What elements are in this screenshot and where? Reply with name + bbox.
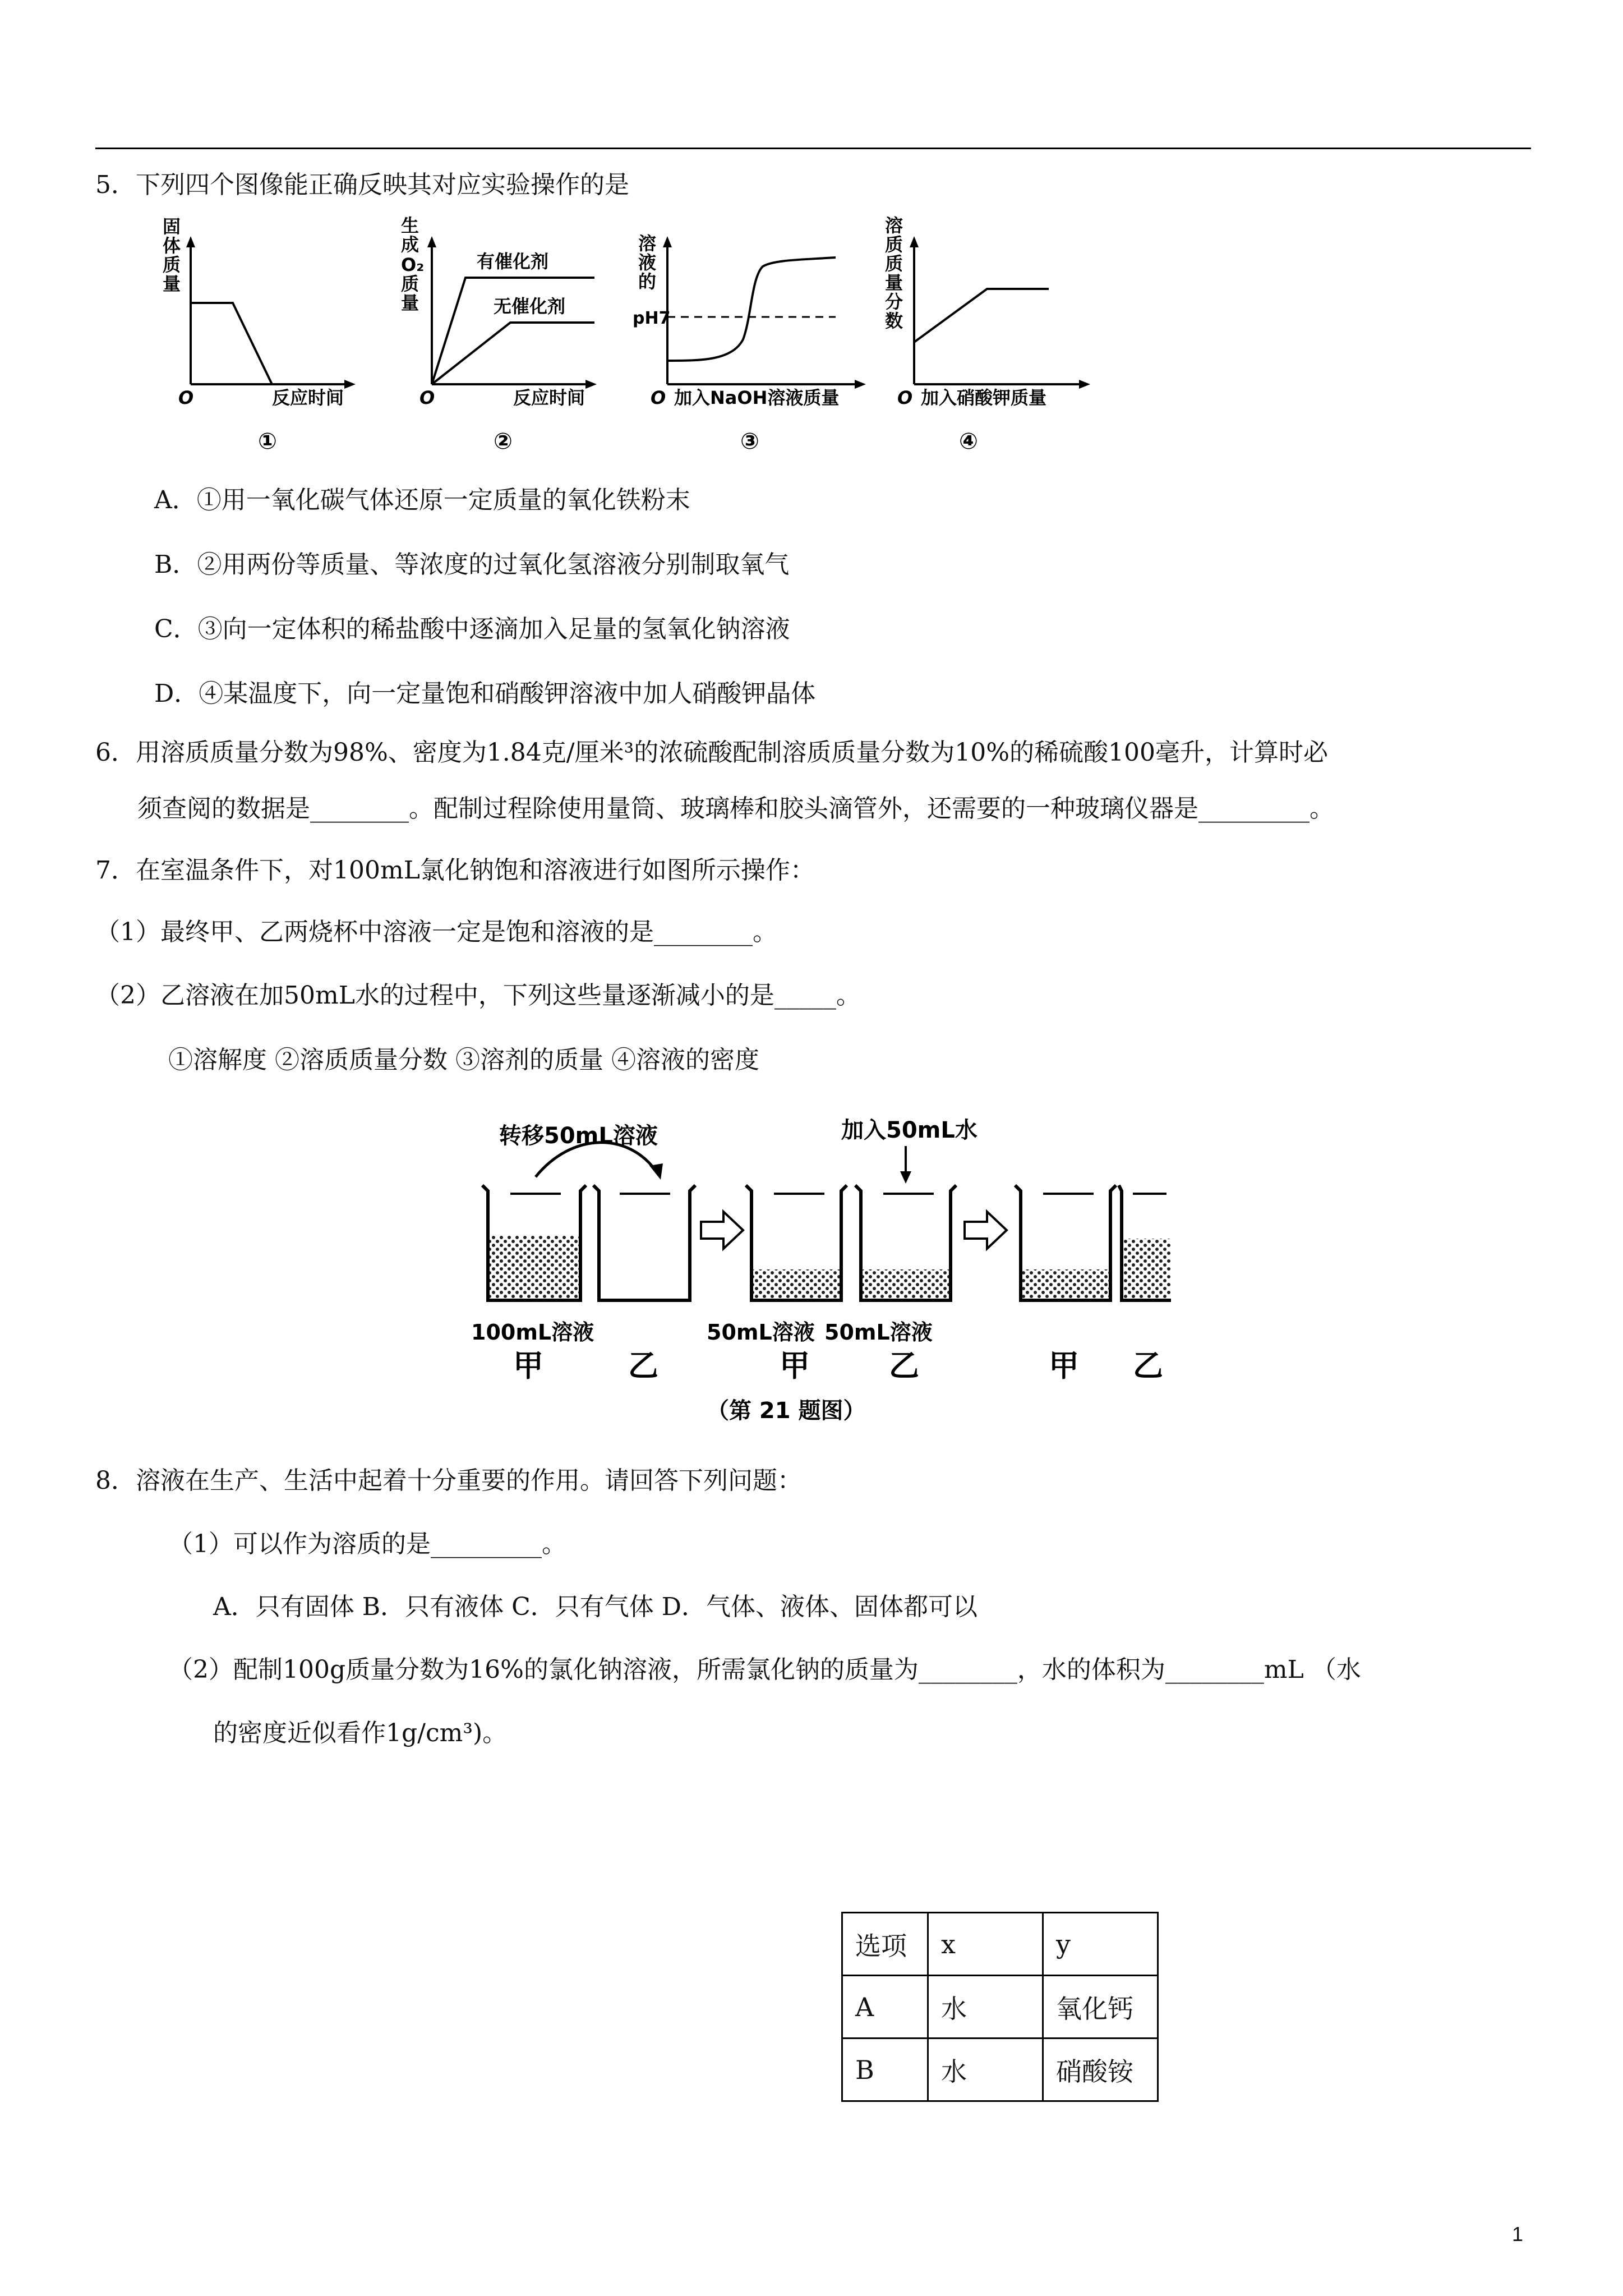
graph-2: [401, 216, 597, 454]
graph-2-ylabel-2: 成: [401, 234, 419, 255]
graph-3-ylabel-3: 的: [638, 271, 657, 292]
table-header-cell: x: [928, 1913, 1043, 1976]
graph-4-xlabel: 加入硝酸钾质量: [921, 387, 1047, 408]
table-cell: 氧化钙: [1043, 1976, 1158, 2039]
q6-line-1: 6．用溶质质量分数为98%、密度为1.84克/厘米³的浓硫酸配制溶质质量分数为10%的稀硫酸100毫升，计算时必: [95, 738, 1328, 767]
stage-1-jia-label: 甲: [513, 1348, 543, 1383]
label-50ml-yi: 50mL溶液: [824, 1320, 933, 1345]
stage-1-yi-beaker: [593, 1185, 695, 1300]
graph-2-label-no-catalyst: 无催化剂: [494, 296, 566, 317]
page-number: 1: [1512, 2223, 1524, 2246]
label-50ml-jia: 50mL溶液: [707, 1320, 815, 1345]
graph-2-xlabel: 反应时间: [513, 387, 585, 408]
q8-sub-2-line-1: （2）配制100g质量分数为16%的氯化钠溶液，所需氯化钠的质量为________，水的体积为________mL （水: [168, 1655, 1361, 1684]
graph-4-number: ④: [959, 429, 978, 454]
table-cell: 水: [928, 1976, 1043, 2039]
graph-4: [885, 216, 1090, 454]
table-cell: A: [842, 1976, 928, 2039]
q8-stem: 8．溶液在生产、生活中起着十分重要的作用。请回答下列问题：: [95, 1466, 802, 1495]
table-header-cell: y: [1043, 1913, 1158, 1976]
graph-3-xlabel: 加入NaOH溶液质量: [674, 387, 840, 408]
graph-1: [163, 216, 356, 454]
table-row: [842, 2039, 1158, 2101]
q7-choices: ①溶解度 ②溶质质量分数 ③溶剂的质量 ④溶液的密度: [168, 1046, 759, 1074]
graph-2-origin: O: [419, 387, 435, 408]
graph-4-ylabel-3: 质: [885, 253, 903, 274]
graph-1-ylabel-1: 固: [163, 216, 181, 237]
graph-3-ph7: pH7: [633, 309, 671, 328]
figure-caption: （第 21 题图）: [707, 1398, 866, 1424]
q6-line-2: 须查阅的数据是________。配制过程除使用量筒、玻璃棒和胶头滴管外，还需要的一种玻璃仪器是_________。: [137, 794, 1334, 823]
graph-1-ylabel-4: 量: [163, 273, 181, 295]
stage-arrow-1: [701, 1212, 743, 1249]
graph-3-origin: O: [651, 387, 666, 408]
q5-option-d: D．④某温度下，向一定量饱和硝酸钾溶液中加人硝酸钾晶体: [154, 679, 816, 708]
label-100ml: 100mL溶液: [471, 1320, 594, 1345]
stage-3-yi-label: 乙: [1133, 1348, 1163, 1383]
graph-4-ylabel-4: 量: [885, 272, 903, 293]
q7-stem: 7．在室温条件下，对100mL氯化钠饱和溶液进行如图所示操作：: [95, 856, 815, 885]
q5-stem: 5．下列四个图像能正确反映其对应实验操作的是: [95, 171, 629, 199]
stage-2-yi-label: 乙: [889, 1348, 919, 1383]
q5-graphs: [157, 216, 1110, 463]
graph-2-number: ②: [494, 429, 513, 454]
transfer-label: 转移50mL溶液: [499, 1123, 658, 1149]
graph-1-origin: O: [178, 387, 194, 408]
table-header-row: [842, 1913, 1158, 1976]
graph-3: [633, 233, 866, 454]
graph-3-ylabel-2: 液: [638, 252, 657, 273]
q8-sub-2-line-2: 的密度近似看作1g/cm³)。: [213, 1719, 508, 1747]
q5-option-c: C．③向一定体积的稀盐酸中逐滴加入足量的氢氧化钠溶液: [154, 615, 790, 643]
stage-1-yi-label: 乙: [628, 1348, 658, 1383]
q7-sub-1: （1）最终甲、乙两烧杯中溶液一定是饱和溶液的是________。: [95, 918, 777, 946]
graph-2-ylabel-4: 质: [401, 273, 419, 295]
q8-sub-1: （1）可以作为溶质的是_________。: [168, 1530, 566, 1558]
graph-4-ylabel-6: 数: [885, 310, 903, 332]
table-header-cell: 选项: [842, 1913, 928, 1976]
graph-1-xlabel: 反应时间: [272, 387, 344, 408]
graph-2-label-catalyst: 有催化剂: [477, 251, 549, 272]
stage-3-jia-label: 甲: [1049, 1348, 1079, 1383]
graph-2-ylabel-3: O₂: [401, 254, 425, 275]
q8-sub-1-options: A．只有固体 B．只有液体 C．只有气体 D．气体、液体、固体都可以: [213, 1593, 978, 1621]
graph-4-ylabel-5: 分: [885, 291, 903, 312]
graph-4-ylabel-2: 质: [885, 234, 903, 255]
stage-1-jia-beaker: [482, 1185, 586, 1300]
graph-2-ylabel-5: 量: [401, 292, 419, 314]
q7-sub-2: （2）乙溶液在加50mL水的过程中，下列这些量逐渐减小的是_____。: [95, 981, 861, 1010]
table-cell: 水: [928, 2039, 1043, 2101]
stage-3-jia-beaker: [1015, 1185, 1116, 1300]
graph-1-ylabel-3: 质: [163, 254, 181, 275]
table-row: [842, 1976, 1158, 2039]
stage-2-jia-beaker: [746, 1185, 847, 1300]
stage-2-jia-label: 甲: [780, 1348, 810, 1383]
graph-1-ylabel-2: 体: [163, 235, 181, 256]
table-cell: B: [842, 2039, 928, 2101]
stage-2-yi-beaker: [855, 1185, 956, 1300]
q5-option-a: A．①用一氧化碳气体还原一定质量的氧化铁粉末: [154, 486, 690, 514]
graph-3-ylabel-1: 溶: [638, 233, 657, 254]
graph-4-ylabel-1: 溶: [885, 216, 903, 236]
graph-4-origin: O: [897, 387, 913, 408]
q7-beaker-figure: [460, 1110, 1178, 1435]
graph-3-number: ③: [740, 429, 759, 454]
graph-1-number: ①: [258, 429, 277, 454]
header-rule: [95, 148, 1531, 149]
table-cell: 硝酸铵: [1043, 2039, 1158, 2101]
add-water-label: 加入50mL水: [841, 1117, 978, 1143]
graph-2-ylabel-1: 生: [401, 216, 419, 236]
stage-3-yi-beaker: [1119, 1185, 1171, 1300]
stage-arrow-2: [965, 1212, 1007, 1249]
options-table: [841, 1912, 1159, 2102]
q5-option-b: B．②用两份等质量、等浓度的过氧化氢溶液分别制取氧气: [154, 550, 790, 579]
